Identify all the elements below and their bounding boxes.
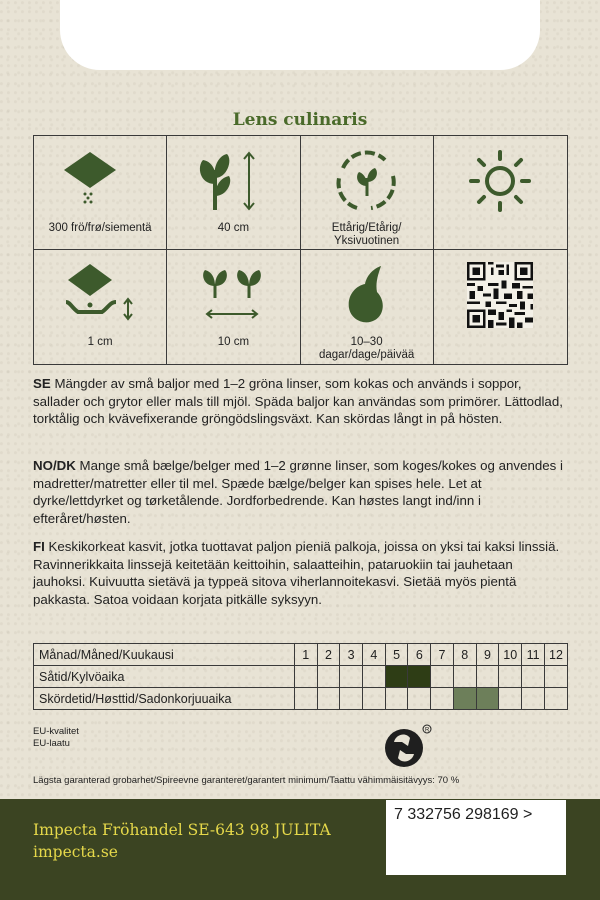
germination-guarantee: Lägsta garanterad grobarhet/Spireevne garanteret/garantert minimum/Taattu vähimmäisitävyys: 70 %	[33, 775, 460, 786]
month-6: 6	[408, 644, 431, 666]
calendar-cell-4	[363, 666, 386, 688]
calendar-header-row	[34, 644, 568, 666]
month-8: 8	[453, 644, 476, 666]
description-nodk	[33, 457, 568, 527]
height-label: 40 cm	[217, 222, 250, 234]
calendar-cell-11	[522, 688, 545, 710]
hang-hole	[60, 0, 540, 70]
month-11: 11	[522, 644, 545, 666]
month-7: 7	[431, 644, 454, 666]
calendar-cell-6	[408, 688, 431, 710]
calendar-row-harvest	[34, 688, 568, 710]
qr-code-icon[interactable]	[460, 262, 540, 328]
lang-code-fi: FI	[33, 539, 45, 554]
barcode-digits: 7 332756 298169 >	[386, 800, 566, 875]
germination-days-label: 10–30 dagar/dage/päivää	[318, 336, 415, 361]
info-cell-germination	[301, 250, 434, 364]
info-cell-depth	[34, 250, 167, 364]
month-3: 3	[340, 644, 363, 666]
description-nodk-text: Mange små bælge/belger med 1–2 grønne linser, som koges/kokes og anvendes i madretter/matretter eller til mel. Spæde bælge/belger kan spises hele. Let at dyrke/lettdyrket og tørketålende. Jordforbedrende. Kan høstes langt ind/inn i efteråret/høsten.	[33, 458, 563, 526]
calendar-cell-9	[476, 688, 499, 710]
svg-text:R: R	[425, 727, 430, 734]
calendar-cell-12	[545, 666, 568, 688]
annual-cycle-icon	[327, 148, 407, 214]
depth-label: 1 cm	[87, 336, 113, 348]
sun-icon	[460, 148, 540, 214]
lifecycle-label: Ettårig/Etårig/ Yksivuotinen	[331, 222, 402, 247]
calendar-cell-2	[317, 666, 340, 688]
eu-quality	[33, 726, 79, 749]
calendar-cell-11	[522, 666, 545, 688]
calendar-cell-2	[317, 688, 340, 710]
month-4: 4	[363, 644, 386, 666]
calendar-cell-3	[340, 666, 363, 688]
calendar-cell-9	[476, 666, 499, 688]
info-grid	[33, 135, 568, 365]
calendar-cell-7	[431, 666, 454, 688]
month-1: 1	[294, 644, 317, 666]
info-cell-sun	[434, 136, 567, 250]
sowing-depth-icon	[60, 262, 140, 328]
lang-code-se: SE	[33, 376, 51, 391]
info-cell-lifecycle	[301, 136, 434, 250]
plant-spacing-icon	[193, 262, 273, 328]
calendar-cell-10	[499, 688, 522, 710]
lang-code-nodk: NO/DK	[33, 458, 76, 473]
sowing-row-label: Såtid/Kylvöaika	[34, 666, 295, 688]
month-5: 5	[385, 644, 408, 666]
calendar-cell-1	[294, 666, 317, 688]
calendar-cell-8	[453, 666, 476, 688]
info-cell-qr	[434, 250, 567, 364]
calendar-cell-7	[431, 688, 454, 710]
calendar-cell-12	[545, 688, 568, 710]
germination-icon	[327, 262, 407, 328]
month-12: 12	[545, 644, 568, 666]
green-dot-recycle-icon	[382, 724, 432, 770]
month-2: 2	[317, 644, 340, 666]
month-10: 10	[499, 644, 522, 666]
calendar-cell-4	[363, 688, 386, 710]
species-title: Lens culinaris	[232, 110, 368, 130]
harvest-row-label: Skördetid/Høsttid/Sadonkorjuuaika	[34, 688, 295, 710]
calendar-cell-5	[385, 666, 408, 688]
seed-count-label: 300 frö/frø/siementä	[48, 222, 152, 234]
calendar-cell-1	[294, 688, 317, 710]
description-se	[33, 375, 568, 428]
calendar-cell-3	[340, 688, 363, 710]
description-se-text: Mängder av små baljor med 1–2 gröna linser, som kokas och används i soppor, sallader och grytor eller mals till mjöl. Späda baljor kan användas som primörer. Lättodlad, torktålig och kvävefixerande gröngödslingsväxt. Kan skördas långt in på hösten.	[33, 376, 563, 426]
info-cell-seed-count	[34, 136, 167, 250]
eu-quality-line2: EU-laatu	[33, 737, 70, 749]
description-fi	[33, 538, 568, 608]
info-cell-height	[167, 136, 300, 250]
company-website[interactable]: impecta.se	[33, 843, 118, 861]
plant-height-icon	[193, 148, 273, 214]
sowing-calendar	[33, 643, 568, 710]
month-9: 9	[476, 644, 499, 666]
calendar-cell-10	[499, 666, 522, 688]
spacing-label: 10 cm	[217, 336, 250, 348]
description-fi-text: Keskikorkeat kasvit, jotka tuottavat paljon pieniä palkoja, joissa on yksi tai kaksi linssiä. Ravinnerikkaita linssejä keitetään keittoihin, salaatteihin, pataruokiin tai jauhetaan jauhoksi. Kuivuutta sietävä ja typpeä sitova viherlannoitekasvi. Sietää myös pientä pakkasta. Satoa voidaan korjata pitkälle syksyyn.	[33, 539, 560, 607]
eu-quality-line1: EU-kvalitet	[33, 726, 79, 737]
seed-count-icon	[60, 148, 140, 214]
calendar-cell-6	[408, 666, 431, 688]
info-cell-spacing	[167, 250, 300, 364]
calendar-cell-8	[453, 688, 476, 710]
calendar-cell-5	[385, 688, 408, 710]
company-address: Impecta Fröhandel SE-643 98 JULITA	[33, 821, 331, 839]
calendar-row-sowing	[34, 666, 568, 688]
calendar-header-label: Månad/Måned/Kuukausi	[34, 644, 295, 666]
